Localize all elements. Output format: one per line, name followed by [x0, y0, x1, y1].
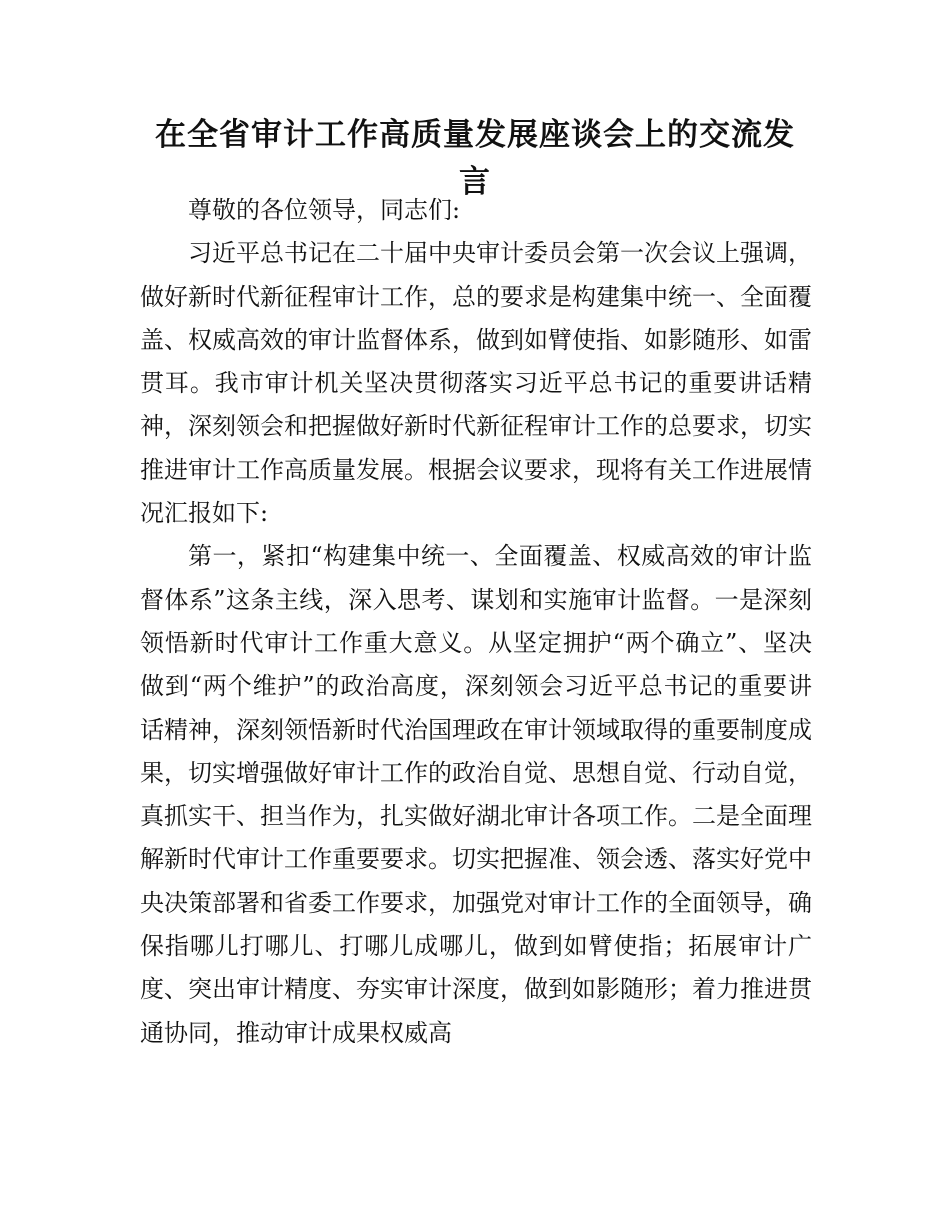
document-title: 在全省审计工作高质量发展座谈会上的交流发言 [155, 117, 795, 200]
paragraph-first-point: 第一，紧扣“构建集中统一、全面覆盖、权威高效的审计监督体系”这条主线，深入思考、谋划和实施审计监督。一是深刻领悟新时代审计工作重大意义。从坚定拥护“两个确立”、坚决做到“两个维护”的政治高度，深刻领会习近平总书记的重要讲话精神，深刻领悟新时代治国理政在审计领域取得的重要制度成果，切实增强做好审计工作的政治自觉、思想自觉、行动自觉，真抓实干、担当作为，扎实做好湖北审计各项工作。二是全面理解新时代审计工作重要要求。切实把握准、领会透、落实好党中央决策部署和省委工作要求，加强党对审计工作的全面领导，确保指哪儿打哪儿、打哪儿成哪儿，做到如臂使指；拓展审计广度、突出审计精度、夯实审计深度，做到如影随形；着力推进贯通协同，推动审计成果权威高 [140, 542, 812, 1047]
salutation: 尊敬的各位领导，同志们: [188, 196, 461, 224]
paragraph-intro: 习近平总书记在二十届中央审计委员会第一次会议上强调，做好新时代新征程审计工作，总的要求是构建集中统一、全面覆盖、权威高效的审计监督体系，做到如臂使指、如影随形、如雷贯耳。我市审计机关坚决贯彻落实习近平总书记的重要讲话精神，深刻领会和把握做好新时代新征程审计工作的总要求，切实推进审计工作高质量发展。根据会议要求，现将有关工作进展情况汇报如下: [140, 239, 812, 528]
document-body [140, 189, 812, 1055]
